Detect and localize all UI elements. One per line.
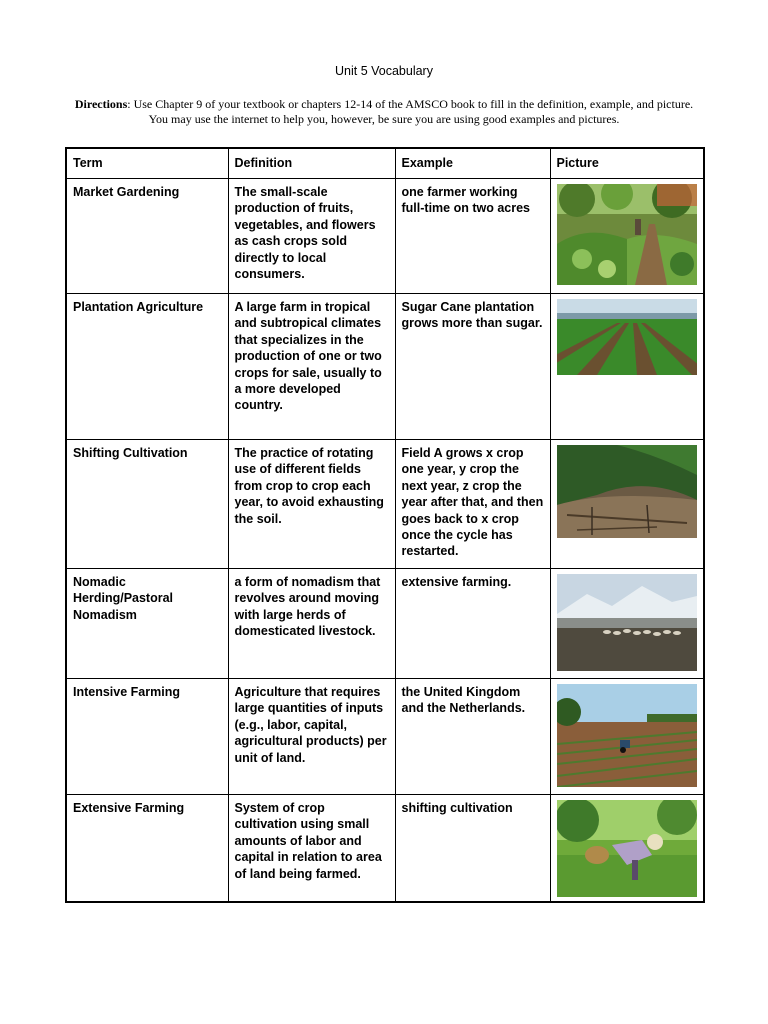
example-cell: shifting cultivation: [395, 795, 550, 902]
example-cell: one farmer working full-time on two acres: [395, 179, 550, 294]
definition-cell: The practice of rotating use of different fields from crop to crop each year, to avoid exhausting the soil.: [228, 440, 395, 569]
term-cell: Nomadic Herding/Pastoral Nomadism: [66, 569, 228, 679]
vocabulary-table: [65, 147, 705, 903]
definition-cell: A large farm in tropical and subtropical climates that specializes in the production of one or two crops for sale, usually to a more developed country.: [228, 294, 395, 440]
tractor-field-photo: [557, 684, 697, 787]
picture-cell: [550, 679, 704, 795]
table-row: [66, 294, 704, 440]
picture-cell: [550, 569, 704, 679]
term-cell: Market Gardening: [66, 179, 228, 294]
vegetable-garden-photo: [557, 184, 697, 285]
header-definition: Definition: [228, 148, 395, 179]
crop-rows-plantation-photo: [557, 299, 697, 375]
directions: [40, 97, 728, 127]
tea-picker-photo: [557, 800, 697, 897]
table-row: [66, 440, 704, 569]
header-picture: Picture: [550, 148, 704, 179]
directions-line2: You may use the internet to help you, however, be sure you are using good examples and pictures.: [148, 112, 620, 126]
table-row: [66, 795, 704, 902]
definition-cell: Agriculture that requires large quantities of inputs (e.g., labor, capital, agricultural products) per unit of land.: [228, 679, 395, 795]
example-cell: extensive farming.: [395, 569, 550, 679]
picture-cell: [550, 440, 704, 569]
header-example: Example: [395, 148, 550, 179]
page-title: Unit 5 Vocabulary: [335, 64, 433, 78]
term-cell: Extensive Farming: [66, 795, 228, 902]
table-row: [66, 179, 704, 294]
table-row: [66, 679, 704, 795]
term-cell: Intensive Farming: [66, 679, 228, 795]
example-cell: Field A grows x crop one year, y crop the next year, z crop the year after that, and then goes back to x crop once the cycle has restarted.: [395, 440, 550, 569]
term-cell: Plantation Agriculture: [66, 294, 228, 440]
cleared-hillside-photo: [557, 445, 697, 538]
picture-cell: [550, 179, 704, 294]
definition-cell: System of crop cultivation using small amounts of labor and capital in relation to area of land being farmed.: [228, 795, 395, 902]
example-cell: Sugar Cane plantation grows more than sugar.: [395, 294, 550, 440]
definition-cell: The small-scale production of fruits, vegetables, and flowers as cash crops sold directly to local consumers.: [228, 179, 395, 294]
table-row: [66, 569, 704, 679]
table-header-row: [66, 148, 704, 179]
header-term: Term: [66, 148, 228, 179]
term-cell: Shifting Cultivation: [66, 440, 228, 569]
picture-cell: [550, 294, 704, 440]
livestock-herd-mountains-photo: [557, 574, 697, 671]
directions-label: Directions: [74, 97, 128, 111]
directions-line1: : Use Chapter 9 of your textbook or chapters 12-14 of the AMSCO book to fill in the definition, example, and picture.: [127, 97, 694, 111]
picture-cell: [550, 795, 704, 902]
definition-cell: a form of nomadism that revolves around moving with large herds of domesticated livestock.: [228, 569, 395, 679]
example-cell: the United Kingdom and the Netherlands.: [395, 679, 550, 795]
